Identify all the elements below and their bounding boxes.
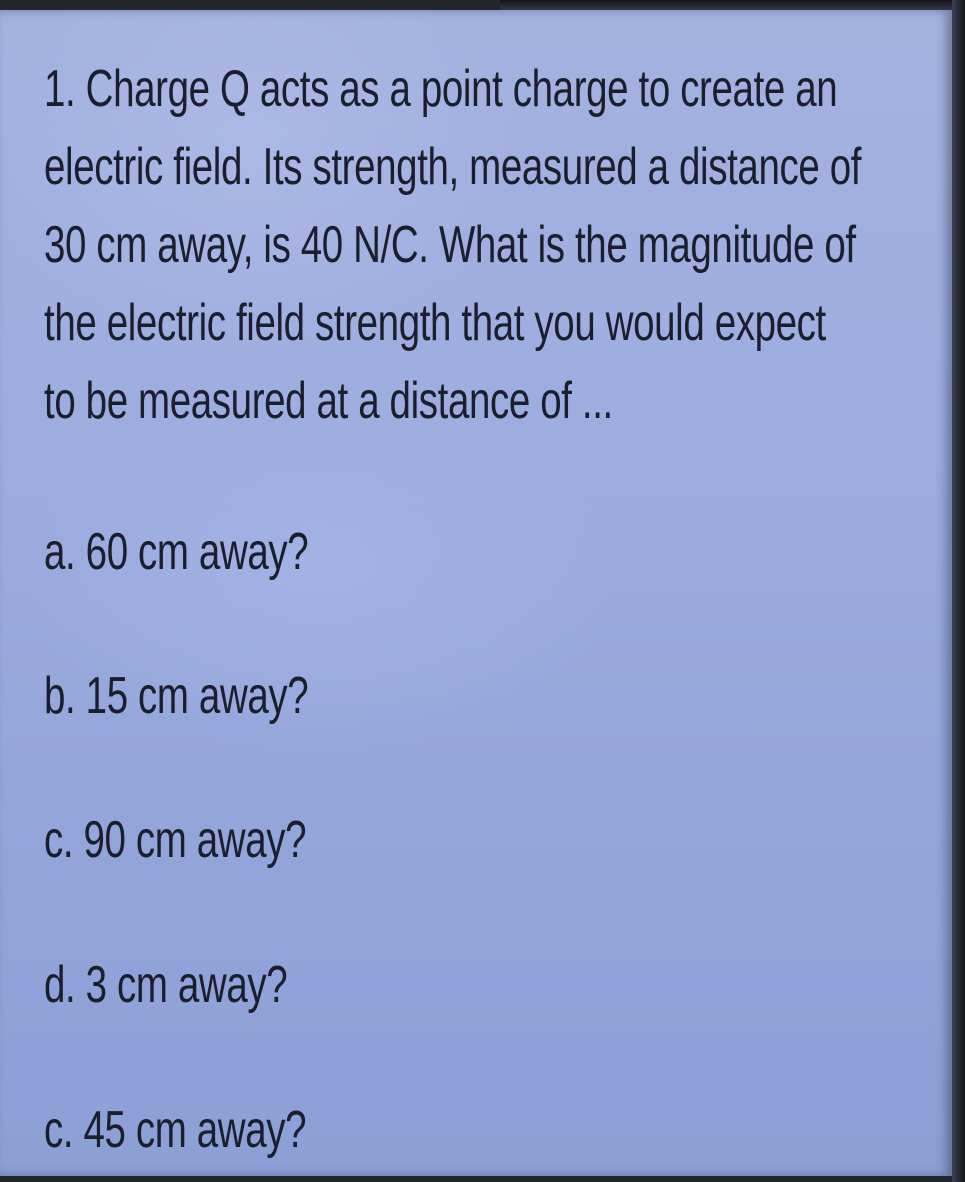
question-line: 30 cm away, is 40 N/C. What is the magnitude of (44, 216, 856, 274)
question-line: electric field. Its strength, measured a distance of (44, 138, 862, 196)
question-text (44, 50, 932, 440)
answer-item-d: d. 3 cm away? (44, 956, 288, 1014)
slide-panel (0, 10, 952, 1176)
question-line: 1. Charge Q acts as a point charge to create an (44, 60, 838, 118)
question-line: the electric field strength that you would expect (44, 294, 826, 352)
screen-bezel-right (952, 0, 965, 1182)
answer-item-a: a. 60 cm away? (44, 523, 309, 581)
answer-item-c: c. 90 cm away? (44, 811, 307, 869)
answer-item-e: c. 45 cm away? (44, 1101, 307, 1159)
question-line: to be measured at a distance of ... (44, 372, 613, 430)
answer-item-b: b. 15 cm away? (44, 667, 309, 725)
